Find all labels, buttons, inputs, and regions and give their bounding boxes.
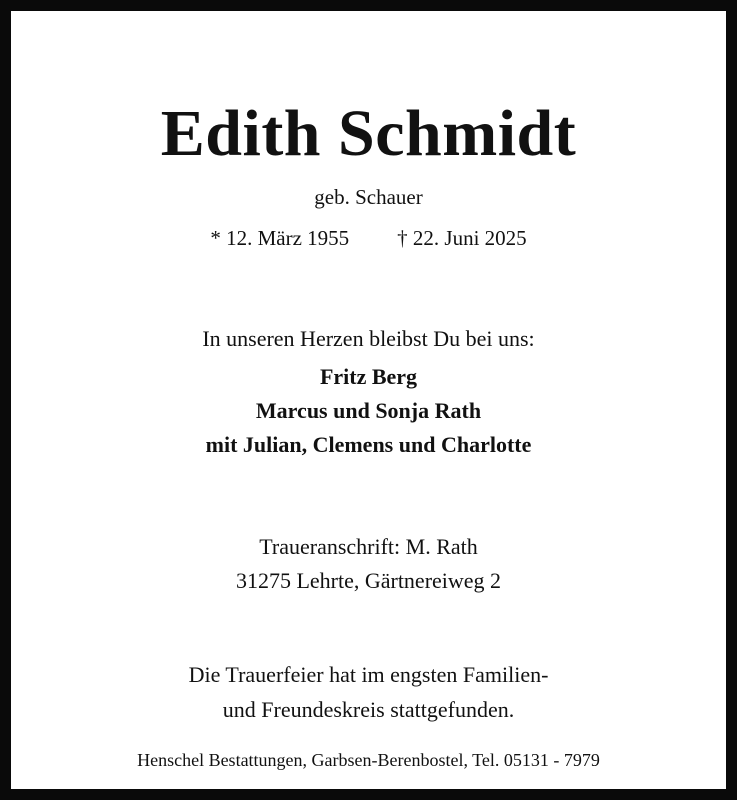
death-date: † 22. Juni 2025 [397,226,527,250]
mourning-address-label: Traueranschrift: M. Rath [259,534,478,559]
mourning-intro: In unseren Herzen bleibst Du bei uns: [202,326,535,351]
mourner-line: mit Julian, Clemens und Charlotte [205,432,532,457]
mourner-line: Fritz Berg [319,364,418,389]
life-dates [0,223,737,253]
mourner-line: Marcus und Sonja Rath [255,398,482,423]
funeral-home-footer: Henschel Bestattungen, Garbsen-Berenbostel, Tel. 05131 - 7979 [137,750,600,770]
ceremony-note-line: Die Trauerfeier hat im engsten Familien- [188,662,549,687]
mourning-address-street: 31275 Lehrte, Gärtnereiweg 2 [235,568,502,593]
birth-date: * 12. März 1955 [210,226,350,250]
maiden-name: geb. Schauer [314,185,423,209]
deceased-name: Edith Schmidt [160,97,577,170]
ceremony-note-line: und Freundeskreis stattgefunden. [222,697,515,722]
